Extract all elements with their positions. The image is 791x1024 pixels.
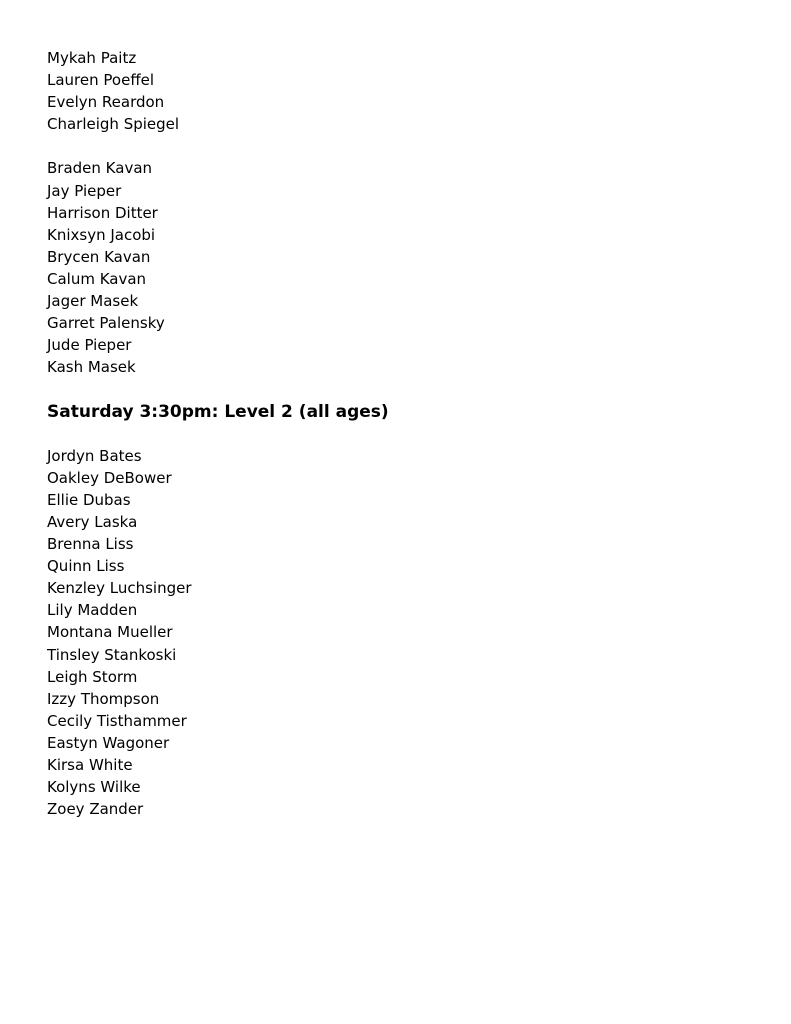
name-item: Knixsyn Jacobi xyxy=(47,225,156,244)
name-item: Tinsley Stankoski xyxy=(47,645,177,664)
name-item: Garret Palensky xyxy=(47,314,165,333)
name-item: Cecily Tisthammer xyxy=(47,711,187,730)
name-item: Oakley DeBower xyxy=(47,468,172,487)
name-item: Jager Masek xyxy=(47,292,139,311)
name-item: Montana Mueller xyxy=(47,623,173,642)
name-item: Kirsa White xyxy=(47,756,133,774)
name-item: Lily Madden xyxy=(47,601,138,620)
name-item: Kolyns Wilke xyxy=(47,778,141,797)
name-list-group-1 xyxy=(47,47,747,135)
name-item: Brenna Liss xyxy=(47,535,134,554)
name-item: Ellie Dubas xyxy=(47,490,131,509)
name-item: Braden Kavan xyxy=(47,159,153,178)
name-item: Evelyn Reardon xyxy=(47,93,165,112)
name-item: Izzy Thompson xyxy=(47,689,160,708)
spacer xyxy=(47,378,747,400)
name-item: Charleigh Spiegel xyxy=(47,115,180,134)
name-item: Brycen Kavan xyxy=(47,247,151,266)
name-item: Zoey Zander xyxy=(47,800,144,819)
section-heading: Saturday 3:30pm: Level 2 (all ages) xyxy=(47,401,389,422)
name-item: Kenzley Luchsinger xyxy=(47,579,192,598)
spacer xyxy=(47,423,747,445)
name-list-group-2 xyxy=(47,157,747,378)
name-item: Quinn Liss xyxy=(47,557,125,576)
name-item: Leigh Storm xyxy=(47,667,138,686)
name-item: Mykah Paitz xyxy=(47,49,137,67)
name-item: Jay Pieper xyxy=(47,181,122,200)
document-page xyxy=(47,47,747,820)
spacer xyxy=(47,135,747,157)
name-item: Avery Laska xyxy=(47,512,138,531)
name-item: Kash Masek xyxy=(47,358,136,377)
name-item: Jude Pieper xyxy=(47,336,132,355)
name-item: Jordyn Bates xyxy=(47,446,142,465)
name-item: Calum Kavan xyxy=(47,269,147,288)
name-item: Eastyn Wagoner xyxy=(47,733,170,752)
name-list-section xyxy=(47,445,747,821)
name-item: Harrison Ditter xyxy=(47,203,158,222)
name-item: Lauren Poeffel xyxy=(47,71,155,90)
